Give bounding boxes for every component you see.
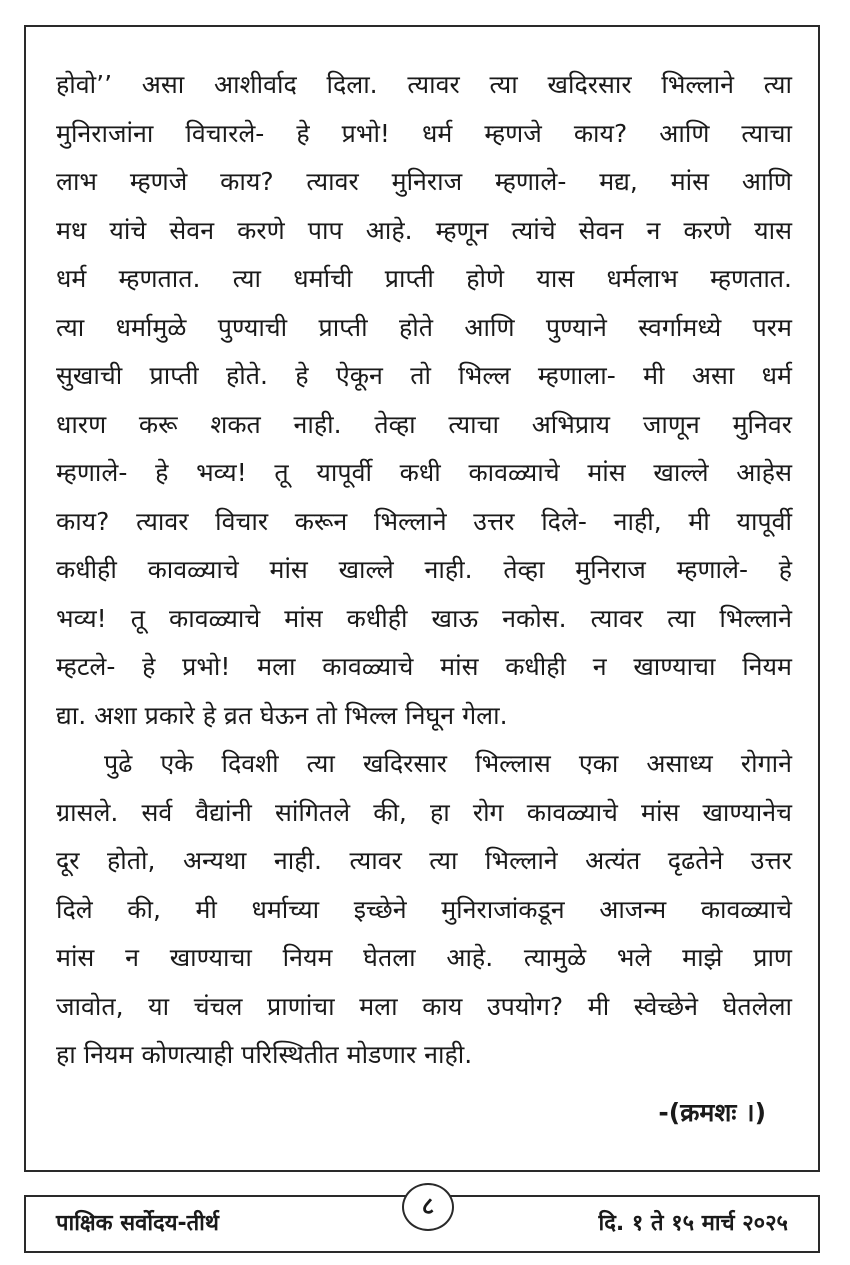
paragraph-2 <box>56 740 792 1080</box>
text-line: भव्य! तू कावळ्याचे मांस कधीही खाऊ नकोस. त्यावर त्या भिल्लाने <box>56 603 792 633</box>
issue-date: दि. १ ते १५ मार्च २०२५ <box>598 1211 788 1236</box>
text-line: ग्रासले. सर्व वैद्यांनी सांगितले की, हा रोग कावळ्याचे मांस खाण्यानेच <box>56 797 792 827</box>
continued-signoff: -(क्रमशः ।) <box>658 1098 766 1127</box>
text-line: कधीही कावळ्याचे मांस खाल्ले नाही. तेव्हा मुनिराज म्हणाले- हे <box>56 555 792 584</box>
article-frame <box>24 25 820 1172</box>
text-line: लाभ म्हणजे काय? त्यावर मुनिराज म्हणाले- मद्य, मांस आणि <box>56 167 792 196</box>
text-line: धारण करू शकत नाही. तेव्हा त्याचा अभिप्राय जाणून मुनिवर <box>56 409 792 439</box>
text-line: दिले की, मी धर्माच्या इच्छेने मुनिराजांकडून आजन्म कावळ्याचे <box>56 894 792 924</box>
text-line: मध यांचे सेवन करणे पाप आहे. म्हणून त्यांचे सेवन न करणे यास <box>56 215 792 245</box>
text-line: काय? त्यावर विचार करून भिल्लाने उत्तर दिले- नाही, मी यापूर्वी <box>56 506 792 536</box>
text-line: म्हटले- हे प्रभो! मला कावळ्याचे मांस कधीही न खाण्याचा नियम <box>56 652 792 681</box>
text-line: दूर होतो, अन्यथा नाही. त्यावर त्या भिल्लाने अत्यंत दृढतेने उत्तर <box>56 846 792 875</box>
text-line: सुखाची प्राप्ती होते. हे ऐकून तो भिल्ल म्हणाला- मी असा धर्म <box>56 361 792 390</box>
text-line: हा नियम कोणत्याही परिस्थितीत मोडणार नाही. <box>56 1040 473 1069</box>
paragraph-1 <box>56 61 792 740</box>
text-line: द्या. अशा प्रकारे हे व्रत घेऊन तो भिल्ल निघून गेला. <box>56 700 508 730</box>
text-line: म्हणाले- हे भव्य! तू यापूर्वी कधी कावळ्याचे मांस खाल्ले आहेस <box>56 458 792 487</box>
text-line: त्या धर्मामुळे पुण्याची प्राप्ती होते आणि पुण्याने स्वर्गामध्ये परम <box>56 312 792 342</box>
page-number: ८ <box>402 1183 454 1231</box>
text-line: मांस न खाण्याचा नियम घेतला आहे. त्यामुळे भले माझे प्राण <box>56 943 792 972</box>
text-line: जावोत, या चंचल प्राणांचा मला काय उपयोग? मी स्वेच्छेने घेतलेला <box>56 991 792 1021</box>
text-line: होवो’’ असा आशीर्वाद दिला. त्यावर त्या खदिरसार भिल्लाने त्या <box>56 70 792 99</box>
page-footer <box>24 1192 820 1253</box>
article-body <box>56 61 792 1080</box>
text-line: धर्म म्हणतात. त्या धर्माची प्राप्ती होणे यास धर्मलाभ म्हणतात. <box>56 264 792 293</box>
text-line: पुढे एके दिवशी त्या खदिरसार भिल्लास एका असाध्य रोगाने <box>104 749 792 778</box>
text-line: मुनिराजांना विचारले- हे प्रभो! धर्म म्हणजे काय? आणि त्याचा <box>56 118 792 148</box>
publication-name: पाक्षिक सर्वोदय-तीर्थ <box>56 1211 219 1236</box>
